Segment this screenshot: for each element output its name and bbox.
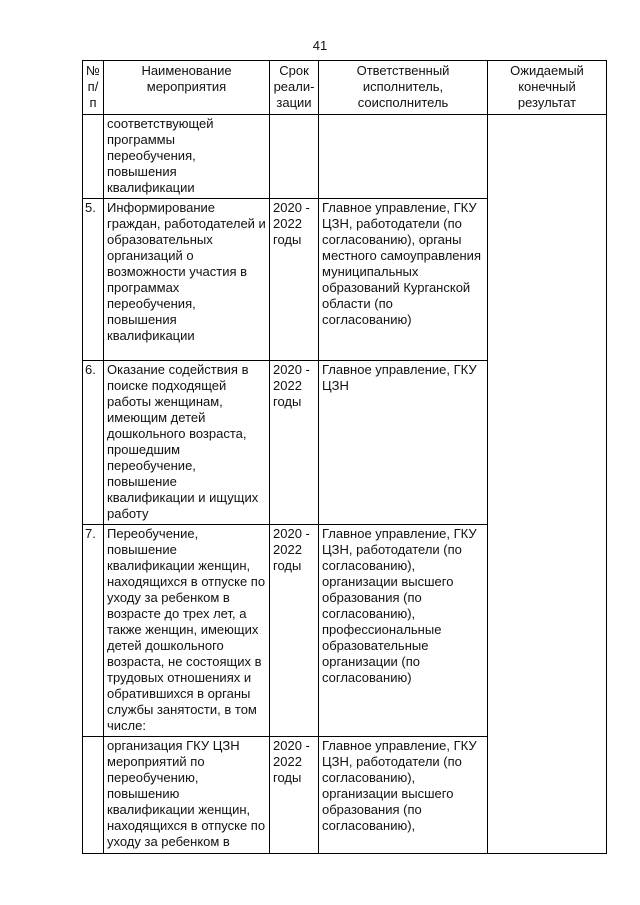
header-result: Ожидаемый конечный результат [488, 61, 607, 115]
row-name: Информирование граждан, работодателей и образовательных организаций о возможности участия в программах переобучения, повышения квалификации [104, 199, 270, 361]
row-num [83, 115, 104, 199]
row-term: 2020 - 2022 годы [270, 525, 319, 737]
row-responsible: Главное управление, ГКУ ЦЗН, работодатели (по согласованию), организации высшего образования (по согласованию), профессиональные образовательные организации (по согласованию) [319, 525, 488, 737]
row-responsible: Главное управление, ГКУ ЦЗН [319, 361, 488, 525]
page-number: 41 [312, 38, 328, 53]
row-term: 2020 - 2022 годы [270, 199, 319, 361]
row-num: 6. [83, 361, 104, 525]
table-row [83, 115, 607, 199]
row-name: организация ГКУ ЦЗН мероприятий по переобучению, повышению квалификации женщин, находящихся в отпуске по уходу за ребенком в [104, 737, 270, 854]
row-responsible: Главное управление, ГКУ ЦЗН, работодатели (по согласованию), органы местного самоуправления муниципальных образований Курганской области (по согласованию) [319, 199, 488, 361]
row-name: Переобучение, повышение квалификации женщин, находящихся в отпуске по уходу за ребенком в возрасте до трех лет, а также женщин, имеющих детей дошкольного возраста, не состоящих в трудовых отношениях и обратившихся в органы службы занятости, в том числе: [104, 525, 270, 737]
row-term: 2020 - 2022 годы [270, 737, 319, 854]
row-responsible [319, 115, 488, 199]
row-num: 5. [83, 199, 104, 361]
measures-table [82, 60, 607, 854]
row-responsible: Главное управление, ГКУ ЦЗН, работодатели (по согласованию), организации высшего образования (по согласованию), [319, 737, 488, 854]
table-header-row [83, 61, 607, 115]
header-term: Срок реали-зации [270, 61, 319, 115]
row-term [270, 115, 319, 199]
row-result [488, 115, 607, 854]
row-term: 2020 - 2022 годы [270, 361, 319, 525]
row-num [83, 737, 104, 854]
row-num: 7. [83, 525, 104, 737]
row-name: соответствующей программы переобучения, повышения квалификации [104, 115, 270, 199]
header-num: № п/п [83, 61, 104, 115]
header-name: Наименование мероприятия [104, 61, 270, 115]
header-responsible: Ответственный исполнитель, соисполнитель [319, 61, 488, 115]
row-name: Оказание содействия в поиске подходящей работы женщинам, имеющим детей дошкольного возраста, прошедшим переобучение, повышение квалификации и ищущих работу [104, 361, 270, 525]
